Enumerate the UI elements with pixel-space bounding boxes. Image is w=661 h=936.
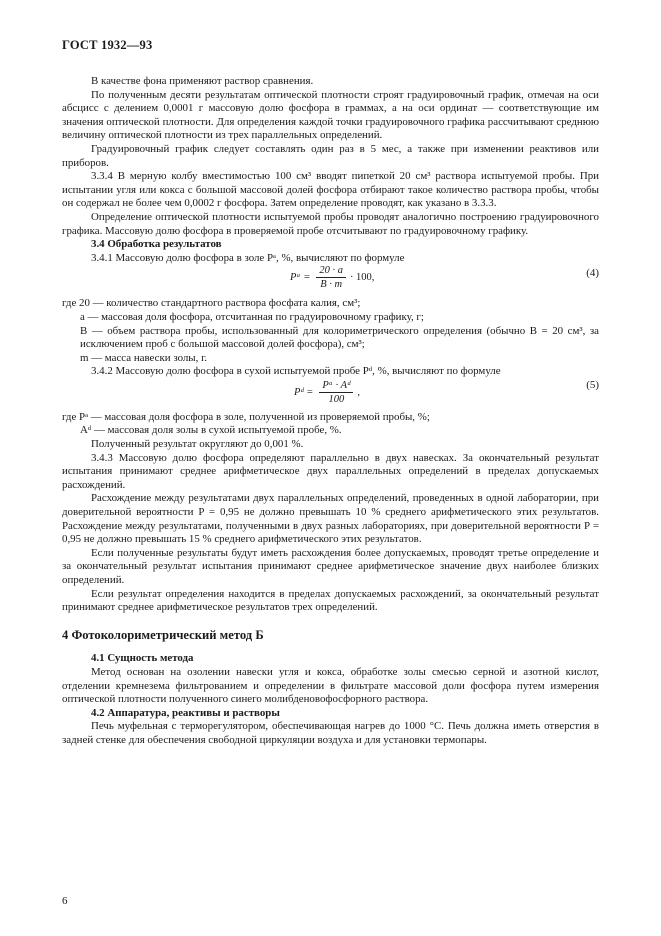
formula-5 [62, 379, 599, 406]
paragraph: Градуировочный график следует составлять один раз в 5 мес, а также при изменении реактивов или приборов. [62, 142, 599, 169]
paragraph: Печь муфельная с терморегулятором, обеспечивающая нагрев до 1000 °С. Печь должна иметь отверстия в задней стенке для обеспечения свободной циркуляции воздуха и для установки термопары. [62, 720, 599, 746]
definition-B: B — объем раствора пробы, использованный для колориметрического определения (обычно B = 20 см³, за исключением проб с большой массовой долей фосфора), см³; [80, 324, 599, 351]
paragraph: 3.4.2 Массовую долю фосфора в сухой испытуемой пробе Pᵈ, %, вычисляют по формуле [91, 365, 501, 378]
where-clause: где 20 — количество стандартного раствора фосфата калия, см³; [62, 297, 361, 310]
document-header: ГОСТ 1932—93 [62, 38, 153, 52]
paragraph: В качестве фона применяют раствор сравнения. [91, 75, 314, 87]
definition-m: m — масса навески золы, г. [80, 351, 208, 364]
paragraph: Если результат определения находится в пределах допускаемых расхождений, за окончательный результат принимают среднее арифметическое результатов трех определений. [62, 587, 599, 614]
paragraph: 3.4.3 Массовую долю фосфора определяют параллельно в двух навесках. За окончательный результат испытания принимают среднее арифметическое двух параллельных определений в пределах допускаемых расхождений. [62, 451, 599, 491]
page-body [62, 0, 599, 748]
equation-number-4: (4) [586, 267, 599, 280]
formula-4-denominator: B · m [320, 279, 343, 291]
paragraph: По полученным десяти результатам оптической плотности строят градуировочный график, отмечая на оси абсцисс с делением 0,0001 г массовую долю фосфора в граммах, а на оси ординат — соответствующие им значения оптической плотности. Для определения каждой точки градуировочного графика рассчитывают среднюю величину оптической плотности из трех параллельных определений. [62, 88, 599, 142]
formula-4 [62, 265, 599, 292]
formula-4-lhs: Pᵃ = [290, 272, 311, 284]
formula-5-denominator: 100 [328, 393, 345, 405]
paragraph: Расхождение между результатами двух параллельных определений, проведенных в одной лаборатории, при доверительной вероятности P = 0,95 не должно превышать 10 % среднего арифметического этих результатов. Расхождение между результатами, полученными в двух разных лабораториях, при доверительной вероятности P = 0,95 не должно превышать 15 % среднего арифметического этих результатов. [62, 492, 599, 546]
paragraph: Метод основан на озолении навески угля и кокса, обработке золы смесью серной и азотной кислот, отделении кремнезема фильтрованием и определении в фильтрате массовой доли фосфора путем измерения оптической плотности полученного синего молибденовофосфорного раствора. [62, 665, 599, 706]
where-clause: где Pᵃ — массовая доля фосфора в золе, полученной из проверяемой пробы, %; [62, 410, 430, 423]
formula-5-rhs: , [357, 386, 360, 398]
equation-number-5: (5) [586, 378, 599, 391]
paragraph: Полученный результат округляют до 0,001 %. [91, 438, 304, 451]
paragraph: Определение оптической плотности испытуемой пробы проводят аналогично построению градуировочного графика. Массовую долю фосфора в проверяемой пробе отсчитывают по градуировочному графику. [62, 210, 599, 237]
formula-4-rhs: · 100, [349, 272, 375, 284]
formula-4-numerator: 20 · a [316, 265, 346, 278]
formula-5-numerator: Pᵃ · Aᵈ [319, 380, 353, 393]
definition-Ad: Aᵈ — массовая доля золы в сухой испытуемой пробе, %. [80, 424, 342, 437]
paragraph: 3.3.4 В мерную колбу вместимостью 100 см³ вводят пипеткой 20 см³ раствора испытуемой пробы. При испытании угля или кокса с большой массовой долей фосфора отбирают такое количество раствора пробы, чтобы он содержал не более чем 0,0002 г фосфора. Затем определение проводят, как указано в 3.3.3. [62, 170, 599, 210]
formula-5-lhs: Pᵈ = [294, 386, 314, 398]
section-heading-4-1: 4.1 Сущность метода [91, 652, 194, 665]
section-heading-4: 4 Фотоколориметрический метод Б [62, 627, 264, 642]
page-number: 6 [62, 895, 68, 907]
section-heading-3-4: 3.4 Обработка результатов [91, 238, 222, 251]
definition-a: a — массовая доля фосфора, отсчитанная по градуировочному графику, г; [80, 310, 424, 323]
section-heading-4-2: 4.2 Аппаратура, реактивы и растворы [91, 706, 280, 719]
paragraph: 3.4.1 Массовую долю фосфора в золе Pᵃ, %, вычисляют по формуле [91, 251, 405, 264]
paragraph: Если полученные результаты будут иметь расхождения более допускаемых, проводят третье определение и за окончательный результат испытания принимают среднее арифметическое значение двух наиболее близких определений. [62, 546, 599, 586]
